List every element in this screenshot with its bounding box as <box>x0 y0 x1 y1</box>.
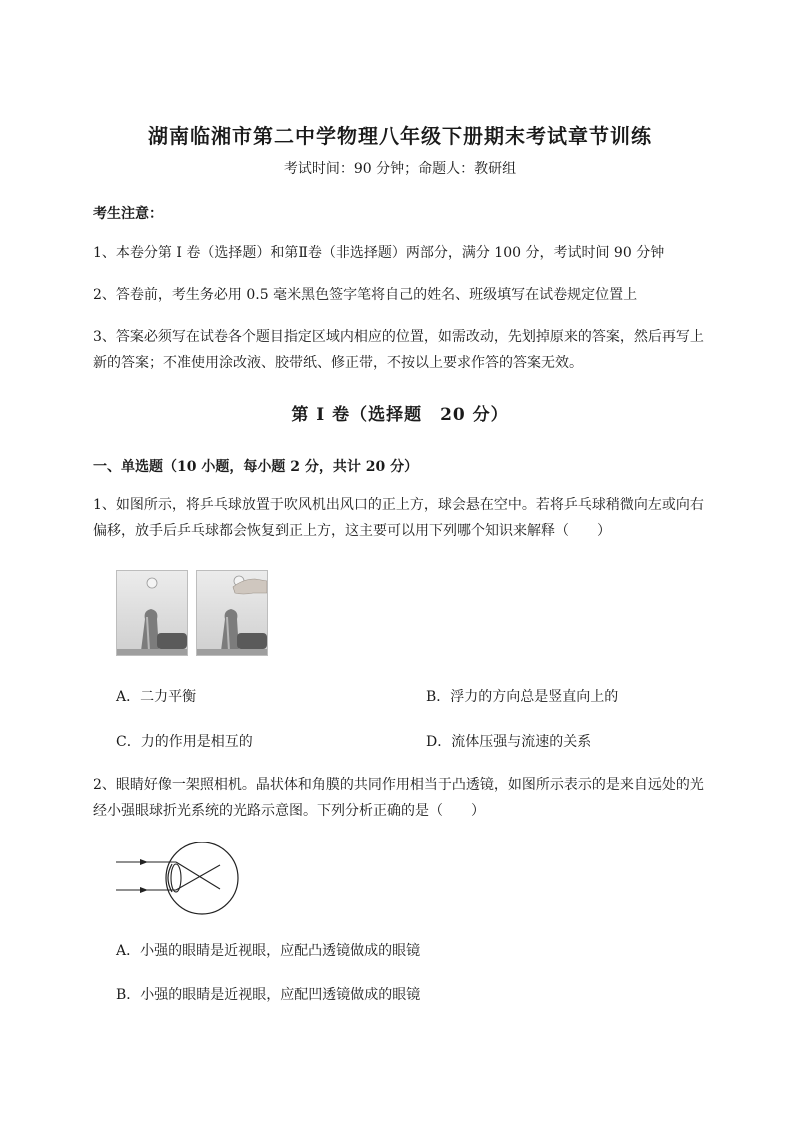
question-2-stem: 2、眼睛好像一架照相机。晶状体和角膜的共同作用相当于凸透镜，如图所示表示的是来自远处的光经小强眼球折光系统的光路示意图。下列分析正确的是（ ） <box>93 777 704 819</box>
q1-option-a[interactable]: A．二力平衡 <box>116 689 197 705</box>
q2-option-b[interactable]: B．小强的眼睛是近视眼，应配凹透镜做成的眼镜 <box>116 987 421 1003</box>
q1-option-c[interactable]: C．力的作用是相互的 <box>116 734 253 750</box>
hair-dryer-photo-2 <box>196 570 268 656</box>
eye-diagram <box>110 842 250 924</box>
q2-option-a[interactable]: A．小强的眼睛是近视眼，应配凸透镜做成的眼镜 <box>116 943 421 959</box>
q1-option-d[interactable]: D．流体压强与流速的关系 <box>426 734 592 750</box>
question-1-stem: 1、如图所示，将乒乓球放置于吹风机出风口的正上方，球会悬在空中。若将乒乓球稍微向左或向右偏移，放手后乒乓球都会恢复到正上方，这主要可以用下列哪个知识来解释（ ） <box>93 497 704 539</box>
exam-info: 考试时间：90 分钟；命题人：教研组 <box>283 161 517 177</box>
hair-dryer-photo-1 <box>116 570 188 656</box>
section-title: 第 I 卷（选择题 20 分） <box>291 405 509 425</box>
page-title: 湖南临湘市第二中学物理八年级下册期末考试章节训练 <box>148 124 652 148</box>
part-heading: 一、单选题（10 小题，每小题 2 分，共计 20 分） <box>93 459 419 475</box>
note-item: 3、答案必须写在试卷各个题目指定区域内相应的位置，如需改动，先划掉原来的答案，然后再写上新的答案；不准使用涂改液、胶带纸、修正带，不按以上要求作答的答案无效。 <box>93 329 704 371</box>
notes-heading: 考生注意： <box>93 206 163 222</box>
note-item: 2、答卷前，考生务必用 0.5 毫米黑色签字笔将自己的姓名、班级填写在试卷规定位置上 <box>93 287 638 303</box>
hair-dryer-ball-image <box>117 571 187 655</box>
hair-dryer-hand-image <box>197 571 267 655</box>
note-item: 1、本卷分第 I 卷（选择题）和第Ⅱ卷（非选择题）两部分，满分 100 分，考试时间 90 分钟 <box>93 245 665 261</box>
q1-option-b[interactable]: B．浮力的方向总是竖直向上的 <box>426 689 619 705</box>
eye-ray-diagram <box>110 842 250 920</box>
